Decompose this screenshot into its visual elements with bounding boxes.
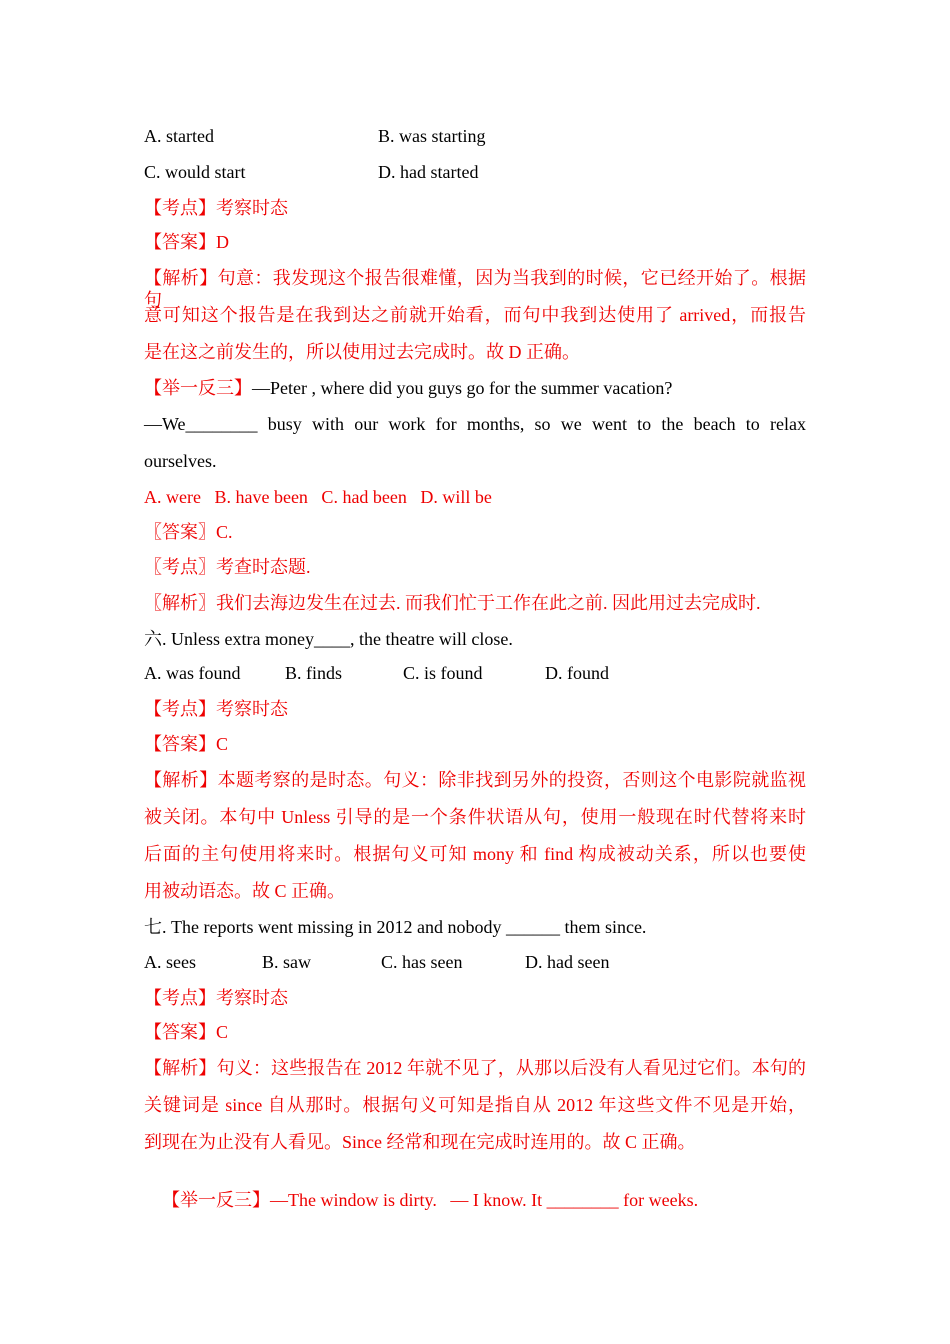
q6-jiexi-line: 被关闭。本句中 Unless 引导的是一个条件状语从句，使用一般现在时代替将来时	[144, 807, 806, 827]
q7-question: 七. The reports went missing in 2012 and nobody ______ them since.	[144, 917, 647, 937]
q7-jiexi-line: 到现在为止没有人看见。Since 经常和现在完成时连用的。故 C 正确。	[144, 1132, 696, 1152]
q7-option-c: C. has seen	[381, 952, 463, 972]
q5-extension-options: A. were B. have been C. had been D. will be	[144, 487, 492, 507]
q7-jiexi-line: 【解析】句义：这些报告在 2012 年就不见了，从那以后没有人看见过它们。本句的	[144, 1058, 806, 1078]
q5-option-c: C. would start	[144, 162, 246, 182]
q5-option-a: A. started	[144, 126, 214, 146]
q7-answer: 【答案】C	[144, 1022, 229, 1042]
q6-jiexi-line: 后面的主句使用将来时。根据句义可知 mony 和 find 构成被动关系，所以也要使	[144, 844, 806, 864]
q5-option-b: B. was starting	[378, 126, 486, 146]
q5-extension-question	[144, 377, 806, 399]
q5-jiexi-line: 是在这之前发生的，所以使用过去完成时。故 D 正确。	[144, 342, 580, 362]
q6-jiexi-line: 用被动语态。故 C 正确。	[144, 881, 346, 901]
q5-extension-kaodian: 〖考点〗考查时态题.	[144, 557, 311, 577]
q6-option-b: B. finds	[285, 663, 343, 683]
q6-option-d: D. found	[545, 663, 609, 683]
extension-label: 【举一反三】	[144, 378, 252, 398]
q7-option-b: B. saw	[262, 952, 311, 972]
q5-kaodian: 【考点】考察时态	[144, 198, 288, 218]
q5-option-d: D. had started	[378, 162, 479, 182]
q6-option-c: C. is found	[403, 663, 483, 683]
q5-jiexi-line: 【解析】句意：我发现这个报告很难懂，因为当我到的时候，它已经开始了。根据句	[144, 268, 806, 310]
q5-jiexi-line: 意可知这个报告是在我到达之前就开始看，而句中我到达使用了 arrived，而报告	[144, 305, 806, 325]
q5-extension-line: ourselves.	[144, 451, 217, 471]
extension-text: —Peter , where did you guys go for the summer vacation?	[252, 378, 673, 398]
q5-answer: 【答案】D	[144, 232, 229, 252]
q7-jiexi-line: 关键词是 since 自从那时。根据句义可知是指自从 2012 年这些文件不见是开始，	[144, 1095, 806, 1115]
q5-extension-answer: 〖答案〗C.	[144, 522, 233, 542]
q6-kaodian: 【考点】考察时态	[144, 699, 288, 719]
q6-answer: 【答案】C	[144, 734, 229, 754]
q5-extension-jiexi: 〖解析〗我们去海边发生在过去. 而我们忙于工作在此之前. 因此用过去完成时.	[144, 593, 761, 613]
extension-text: —The window is dirty. — I know. It ________ for weeks.	[270, 1190, 699, 1210]
q7-extension	[144, 1167, 806, 1233]
q6-question: 六. Unless extra money____, the theatre will close.	[144, 629, 513, 649]
q5-extension-line: —We________ busy with our work for months, so we went to the beach to relax	[144, 414, 806, 434]
q7-kaodian: 【考点】考察时态	[144, 988, 288, 1008]
extension-label: 【举一反三】	[162, 1190, 270, 1210]
q7-option-d: D. had seen	[525, 952, 610, 972]
q6-jiexi-line: 【解析】本题考察的是时态。句义：除非找到另外的投资，否则这个电影院就监视	[144, 770, 806, 790]
q7-option-a: A. sees	[144, 952, 196, 972]
q6-option-a: A. was found	[144, 663, 241, 683]
